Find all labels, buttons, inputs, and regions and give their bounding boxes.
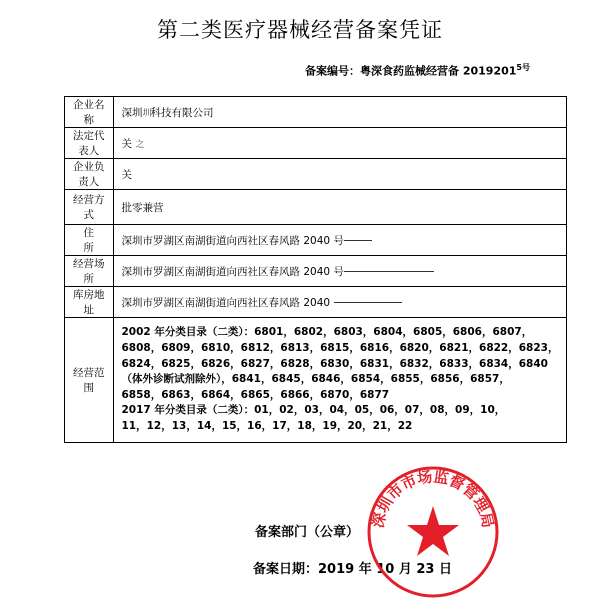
record-number-text: 备案编号：粤深食药监械经营备 2019201	[305, 64, 517, 78]
row-company-name	[65, 97, 567, 128]
warehouse-value: 深圳市罗湖区南湖街道向西社区春风路 2040	[121, 296, 331, 309]
residence-redaction-line	[344, 240, 372, 241]
value-business-mode: 批零兼营	[113, 190, 567, 225]
scope-line: 2002 年分类目录（二类）：6801，6802，6803，6804，6805，6806，6807，	[121, 326, 533, 339]
residence-value: 深圳市罗湖区南湖街道向西社区春风路 2040 号	[121, 234, 344, 247]
company-name-redacted: 圳	[142, 108, 151, 119]
certificate-title: 第二类医疗器械经营备案凭证	[157, 18, 443, 42]
scope-line: （体外诊断试剂除外），6841，6845，6846，6854，6855，6856，6857，	[121, 373, 510, 386]
company-name-suffix: 科技有限公司	[150, 106, 214, 119]
scope-line: 2017 年分类目录（二类）：01，02，03，04，05，06，07，08，09，10，	[121, 404, 506, 417]
row-premises	[65, 256, 567, 287]
value-legal-rep	[113, 128, 567, 159]
label-legal-rep: 法定代表人	[65, 128, 114, 159]
row-legal-rep	[65, 128, 567, 159]
record-date: 备案日期：2019 年 10 月 23 日	[253, 562, 452, 577]
record-department: 备案部门（公章）	[255, 525, 360, 540]
official-seal	[363, 462, 503, 602]
scope-line: 6808，6809，6810，6812，6813，6815，6816，6820，6821，6822，6823，	[121, 342, 559, 355]
record-number	[305, 62, 530, 79]
row-scope	[65, 318, 567, 443]
record-number-tail: 5号	[516, 63, 530, 72]
value-premises	[113, 256, 567, 287]
company-name-prefix: 深圳	[121, 106, 143, 119]
scope-line: 6858，6863，6864，6865，6866，6870，6877	[121, 388, 390, 401]
label-premises: 经营场所	[65, 256, 114, 287]
row-business-mode	[65, 190, 567, 225]
value-warehouse	[113, 287, 567, 318]
record-table	[64, 96, 567, 443]
warehouse-redaction-line	[334, 302, 402, 303]
label-person-in-charge: 企业负责人	[65, 159, 114, 190]
value-person-in-charge: 关	[113, 159, 567, 190]
seal-text: 深圳市市场监督管理局	[368, 467, 498, 530]
label-residence: 住 所	[65, 225, 114, 256]
row-warehouse	[65, 287, 567, 318]
label-business-mode: 经营方式	[65, 190, 114, 225]
premises-value: 深圳市罗湖区南湖街道向西社区春风路 2040 号	[121, 265, 344, 278]
value-scope	[113, 318, 567, 443]
value-company-name	[113, 97, 567, 128]
scope-line: 11，12，13，14，15，16，17，18，19，20，21，22	[121, 419, 413, 432]
seal-star-icon	[407, 506, 459, 556]
legal-rep-redacted: 之	[135, 139, 144, 150]
legal-rep-value: 关	[121, 137, 132, 150]
label-warehouse: 库房地址	[65, 287, 114, 318]
row-residence	[65, 225, 567, 256]
scope-line: 6824，6825，6826，6827，6828，6830，6831，6832，6833，6834，6840	[121, 357, 548, 370]
label-company-name: 企业名称	[65, 97, 114, 128]
value-residence	[113, 225, 567, 256]
premises-redaction-line	[344, 271, 434, 272]
row-person-in-charge	[65, 159, 567, 190]
label-scope: 经营范围	[65, 318, 114, 443]
